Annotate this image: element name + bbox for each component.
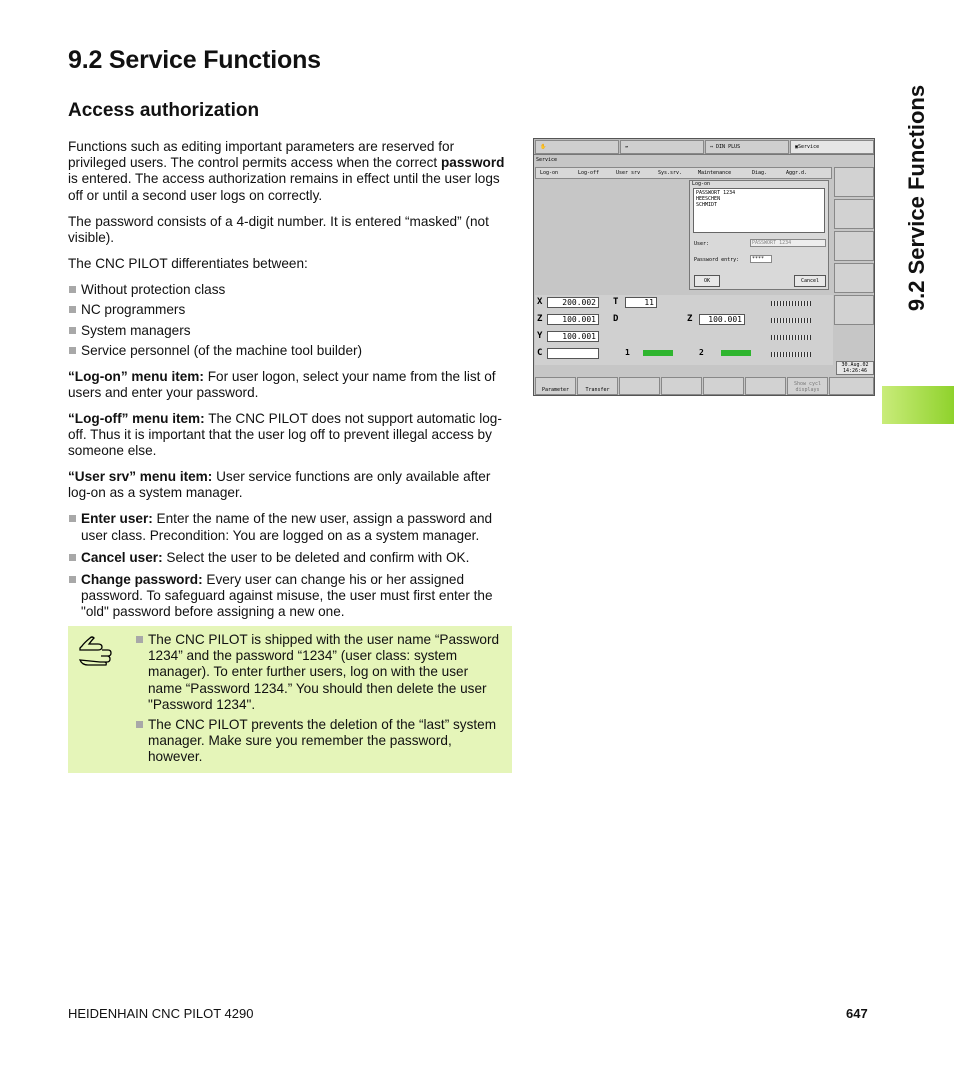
section-title: 9.2 Service Functions xyxy=(68,46,321,74)
user-list[interactable] xyxy=(693,188,825,233)
axis-value: 100.001 xyxy=(699,314,745,325)
menu-item-maintenance[interactable]: Maintenance xyxy=(698,170,732,176)
spindle-2-label: 2 xyxy=(699,348,704,357)
softkey-vertical[interactable] xyxy=(834,167,874,197)
password-label: Password entry: xyxy=(694,257,740,263)
user-field[interactable]: PASSWORT 1234 xyxy=(750,239,826,247)
service-list xyxy=(68,511,512,620)
cnc-screenshot xyxy=(533,138,875,396)
time-text: 14:26:46 xyxy=(842,368,868,374)
list-item: NC programmers xyxy=(68,302,512,318)
list-item: Cancel user: Select the user to be deleted and confirm with OK. xyxy=(68,550,512,566)
position-display xyxy=(535,295,833,365)
axis-label: X xyxy=(537,297,543,307)
axis-value: 100.001 xyxy=(547,331,599,342)
load-bar xyxy=(771,301,811,306)
axis-label: Y xyxy=(537,331,543,341)
tab-program[interactable] xyxy=(620,140,704,154)
arrow-icon: ⇔ xyxy=(710,144,717,150)
dialog-title: Log-on xyxy=(692,181,711,187)
pointing-hand-icon xyxy=(78,636,114,666)
password-field[interactable]: **** xyxy=(750,255,772,263)
date-text: 30.Aug.02 xyxy=(841,362,869,368)
list-item: Enter user: Enter the name of the new user, assign a password and user class. Precondition: You are logged on as a system manager. xyxy=(68,511,512,543)
axis-value: 100.001 xyxy=(547,314,599,325)
user-label: User: xyxy=(694,241,710,247)
axis-value xyxy=(547,348,599,359)
list-item[interactable]: PASSWORT 1234 xyxy=(696,190,736,196)
load-bar xyxy=(771,335,811,340)
menu-item-diag[interactable]: Diag. xyxy=(752,170,768,176)
screen-title: Service xyxy=(536,157,558,163)
disk-icon: ▣ xyxy=(795,144,799,150)
vertical-softkeys xyxy=(834,167,874,327)
footer-product: HEIDENHAIN CNC PILOT 4290 xyxy=(68,1006,254,1021)
spindle-1-label: 1 xyxy=(625,348,630,357)
axis-label: Z xyxy=(537,314,543,324)
show-cycl-displays-softkey[interactable]: Show cycl displays xyxy=(787,377,828,395)
logon-dialog xyxy=(689,180,829,290)
differentiates-paragraph: The CNC PILOT differentiates between: xyxy=(68,255,308,271)
page-number: 647 xyxy=(846,1006,868,1021)
axis-label: C xyxy=(537,348,543,358)
list-item: System managers xyxy=(68,323,512,339)
axis-value: 200.002 xyxy=(547,297,599,308)
user-class-list xyxy=(68,282,512,360)
transfer-softkey[interactable]: Transfer xyxy=(577,377,618,395)
tool-label: T xyxy=(613,297,619,307)
note-box xyxy=(68,626,512,773)
tool-value: 11 xyxy=(625,297,657,308)
spindle-1-bar xyxy=(643,350,673,356)
menu-item-sys-srv[interactable]: Sys.srv. xyxy=(658,170,683,176)
load-bar xyxy=(771,318,811,323)
horizontal-softkeys xyxy=(535,377,875,395)
list-item[interactable]: HEESCHEN xyxy=(696,196,721,202)
list-item: Service personnel (of the machine tool builder) xyxy=(68,343,512,359)
axis-label: Z xyxy=(687,314,693,324)
empty-softkey[interactable] xyxy=(745,377,786,395)
softkey-vertical[interactable] xyxy=(834,295,874,325)
arrow-icon: ⇛ xyxy=(625,144,629,150)
side-tab-label: 9.2 Service Functions xyxy=(903,84,929,312)
list-item: The CNC PILOT prevents the deletion of the “last” system manager. Make sure you remember the password, however. xyxy=(135,717,505,766)
chapter-tab xyxy=(882,386,954,424)
cancel-button[interactable]: Cancel xyxy=(794,275,826,287)
spindle-2-bar xyxy=(721,350,751,356)
d-label: D xyxy=(613,314,619,324)
softkey-vertical[interactable] xyxy=(834,263,874,293)
tab-machine[interactable] xyxy=(535,140,619,154)
menu-bar xyxy=(535,167,832,179)
ok-button[interactable]: OK xyxy=(694,275,720,287)
date-time xyxy=(836,361,874,375)
password-paragraph: The password consists of a 4-digit number. It is entered “masked” (not visible). xyxy=(68,213,489,245)
empty-softkey[interactable] xyxy=(703,377,744,395)
tab-din-plus[interactable]: ⇔ DIN PLUS xyxy=(705,140,789,154)
hand-icon: ✋ xyxy=(540,144,547,150)
list-item: Without protection class xyxy=(68,282,512,298)
load-bar xyxy=(771,352,811,357)
menu-item-log-off[interactable]: Log-off xyxy=(578,170,600,176)
empty-softkey[interactable] xyxy=(661,377,702,395)
parameter-softkey[interactable]: Parameter xyxy=(535,377,576,395)
softkey-vertical[interactable] xyxy=(834,231,874,261)
mode-tabs xyxy=(534,139,874,155)
menu-item-user-srv[interactable]: User srv xyxy=(616,170,641,176)
list-item[interactable]: SCHMIDT xyxy=(696,202,718,208)
logoff-paragraph: “Log-off” menu item: The CNC PILOT does not support automatic log-off. Thus it is important that the user log off to prevent illegal access by someone else. xyxy=(68,410,502,459)
intro-paragraph: Functions such as editing important parameters are reserved for privileged users. The control permits access when the correct password is entered. The access authorization remains in effect until the user logs off or until a second user logs on correctly. xyxy=(68,139,505,203)
softkey-vertical[interactable] xyxy=(834,199,874,229)
empty-softkey[interactable] xyxy=(829,377,874,395)
note-list xyxy=(135,632,505,770)
logon-paragraph: “Log-on” menu item: For user logon, select your name from the list of users and enter your password. xyxy=(68,368,496,400)
menu-item-log-on[interactable]: Log-on xyxy=(540,170,559,176)
list-item: Change password: Every user can change his or her assigned password. To safeguard against misuse, the user must first enter the "old" password before assigning a new one. xyxy=(68,572,512,621)
empty-softkey[interactable] xyxy=(619,377,660,395)
usersrv-paragraph: “User srv” menu item: User service functions are only available after log-on as a system manager. xyxy=(68,469,491,501)
main-text-column xyxy=(68,139,512,630)
menu-item-aggr[interactable]: Aggr.d. xyxy=(786,170,808,176)
tab-service[interactable]: ▣Service xyxy=(790,140,874,154)
subsection-title: Access authorization xyxy=(68,100,260,121)
list-item: The CNC PILOT is shipped with the user name “Password 1234” and the password “1234” (user class: system manager). To enter further users, log on with the user name “Password 1234.” You should then delete the user "Password 1234". xyxy=(135,632,505,713)
